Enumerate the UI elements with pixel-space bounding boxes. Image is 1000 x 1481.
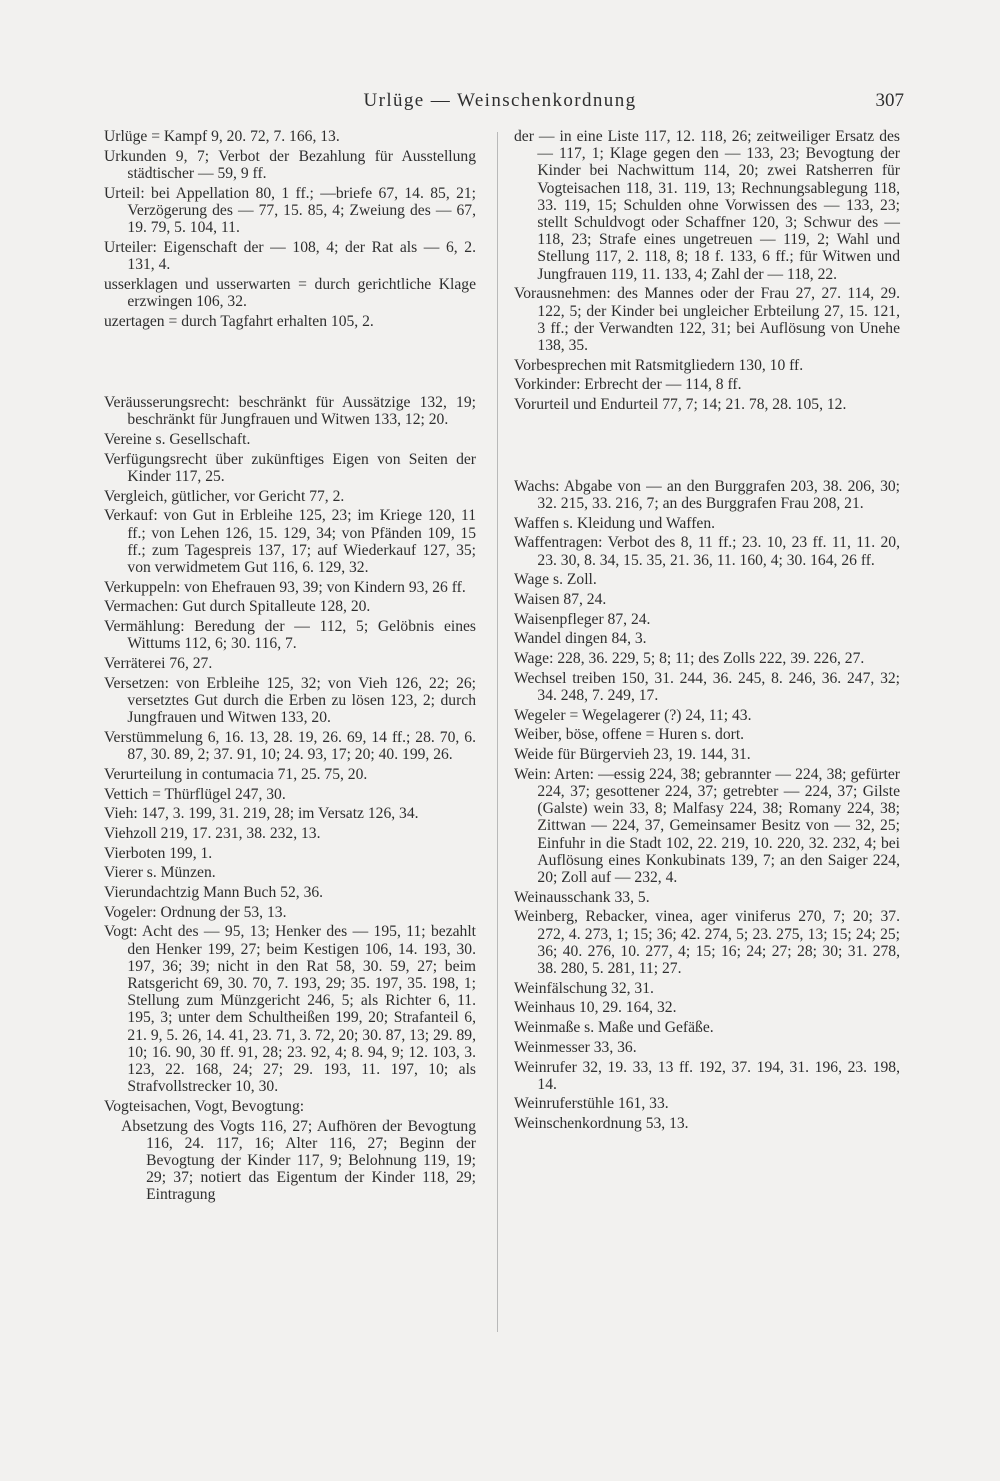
- index-entry: Viehzoll 219, 17. 231, 38. 232, 13.: [104, 824, 321, 842]
- index-entry: Weinruferstühle 161, 33.: [514, 1095, 669, 1113]
- right-entries-v: [514, 128, 900, 413]
- index-entry: Wechsel treiben 150, 31. 244, 36. 245, 8. 246, 36. 247, 32; 34. 248, 7. 249, 17.: [514, 669, 900, 704]
- column-divider: [497, 132, 498, 1332]
- index-entry: der — in eine Liste 117, 12. 118, 26; zeitweiliger Ersatz des — 117, 1; Klage gegen den — 133, 23; Bevogtung der Kinder bei Nachwittum 114, 20; zwei Ratsherren für Vogteisachen 118, 31. 119, 13; Rechnungsablegung 118, 33. 119, 15; Schulden ohne Vorwissen des — 133, 23; stellt Schuldvogt oder Schaffner 120, 3; Schwur des — 118, 23; Strafe eines ungetreuen — 119, 2; Wahl und Stellung 117, 2. 118, 8; 18 f. 133, 6 ff.; für Witwen und Jungfrauen 119, 11. 133, 4; Zahl der — 118, 22.: [514, 128, 900, 283]
- index-entry: Weinmesser 33, 36.: [514, 1038, 637, 1056]
- index-entry: Vierboten 199, 1.: [104, 844, 213, 862]
- index-entry: Urteiler: Eigenschaft der — 108, 4; der Rat als — 6, 2. 131, 4.: [104, 238, 476, 273]
- index-entry: Urteil: bei Appellation 80, 1 ff.; —briefe 67, 14. 85, 21; Verzögerung des — 77, 15. 85, 4; Zweiung des — 67, 19. 79, 5. 104, 11.: [104, 184, 476, 237]
- index-entry: Vorbesprechen mit Ratsmitgliedern 130, 10 ff.: [514, 356, 804, 374]
- index-entry: Vieh: 147, 3. 199, 31. 219, 28; im Versatz 126, 34.: [104, 805, 419, 823]
- left-entries-u: [104, 128, 476, 330]
- index-entry: Urkunden 9, 7; Verbot der Bezahlung für Ausstellung städtischer — 59, 9 ff.: [104, 147, 476, 182]
- index-entry: Vierer s. Münzen.: [104, 864, 216, 882]
- index-entry: Wandel dingen 84, 3.: [514, 630, 647, 648]
- index-entry: Weinschenkordnung 53, 13.: [514, 1115, 689, 1133]
- index-entry: Weinrufer 32, 19. 33, 13 ff. 192, 37. 194, 31. 196, 23. 198, 14.: [514, 1058, 900, 1093]
- index-entry: Vogteisachen, Vogt, Bevogtung:: [104, 1097, 305, 1115]
- index-entry: Verkuppeln: von Ehefrauen 93, 39; von Kindern 93, 26 ff.: [104, 578, 466, 596]
- index-entry: Versetzen: von Erbleihe 125, 32; von Vieh 126, 22; 26; versetztes Gut durch die Erben zu lösen 123, 2; durch Jungfrauen und Witwen 133, 20.: [104, 674, 476, 727]
- index-entry: Wachs: Abgabe von — an den Burggrafen 203, 38. 206, 30; 32. 215, 33. 216, 7; an des Burggrafen Frau 208, 21.: [514, 477, 900, 512]
- running-header-title: Urlüge — Weinschenkordnung: [363, 90, 637, 111]
- index-entry: Vogeler: Ordnung der 53, 13.: [104, 903, 287, 921]
- index-entry: Veräusserungsrecht: beschränkt für Aussätzige 132, 19; beschränkt für Jungfrauen und Witwen 133, 12; 20.: [104, 394, 476, 429]
- left-column: [104, 128, 476, 1206]
- index-entry: Waffen s. Kleidung und Waffen.: [514, 514, 716, 532]
- index-entry: Vettich = Thürflügel 247, 30.: [104, 785, 286, 803]
- index-entry: Weinberg, Rebacker, vinea, ager viniferus 270, 7; 20; 37. 272, 4. 273, 1; 15; 36; 42. 274, 5; 23. 275, 13; 15; 24; 25; 36; 40. 276, 10. 277, 4; 15; 16; 24; 27; 28; 30; 31. 278, 38. 280, 5. 281, 11; 27.: [514, 908, 900, 978]
- index-entry: Weiber, böse, offene = Huren s. dort.: [514, 726, 745, 744]
- index-entry: Vogt: Acht des — 95, 13; Henker des — 195, 11; bezahlt den Henker 199, 27; beim Kestigen 106, 14. 193, 30. 197, 36; 39; nicht in den Rat 58, 30. 59, 27; beim Ratsgericht 69, 30. 70, 7. 193, 29; 35. 197, 35. 198, 1; Stellung zum Münzgericht 246, 5; als Richter 6, 11. 195, 3; unter dem Schultheißen 199, 20; Strafanteil 6, 21. 9, 5. 26, 14. 41, 23. 71, 3. 72, 20; 30. 87, 13; 29. 89, 10; 16. 90, 30 ff. 91, 28; 23. 92, 4; 8. 94, 9; 12. 103, 3. 123, 22. 168, 24; 27; 29. 193, 11. 197, 10; als Strafvollstrecker 10, 30.: [104, 923, 476, 1096]
- index-entry: Verstümmelung 6, 16. 13, 28. 19, 26. 69, 14 ff.; 28. 70, 6. 87, 30. 89, 2; 37. 91, 10; 24. 93, 17; 20; 40. 199, 26.: [104, 728, 476, 764]
- index-entry: Vorausnehmen: des Mannes oder der Frau 27, 27. 114, 29. 122, 5; der Kinder bei ungleicher Erbteilung 27, 15. 121, 3 ff.; der Verwandten 122, 31; bei Auflösung von Unehe 138, 35.: [514, 285, 900, 354]
- index-entry: Weinmaße s. Maße und Gefäße.: [514, 1019, 714, 1037]
- index-entry: Wage s. Zoll.: [514, 571, 597, 589]
- index-entry: Vermählung: Beredung der — 112, 5; Gelöbnis eines Wittums 112, 6; 30. 116, 7.: [104, 618, 476, 653]
- index-entry: Verkauf: von Gut in Erbleihe 125, 23; im Kriege 120, 11 ff.; von Lehen 126, 15. 129, 34; von Pfänden 109, 15 ff.; zum Tagespreis 137, 17; auf Wiederkauf 127, 35; von verwidmetem Gut 116, 6. 129, 32.: [104, 507, 476, 577]
- page-number: 307: [875, 90, 904, 111]
- index-entry: Vermachen: Gut durch Spitalleute 128, 20.: [104, 598, 371, 616]
- index-entry: usserklagen und usserwarten = durch gerichtliche Klage erzwingen 106, 32.: [104, 275, 476, 310]
- index-entry: uzertagen = durch Tagfahrt erhalten 105, 2.: [104, 312, 374, 330]
- left-entries-v: [104, 394, 476, 1115]
- index-entry: Vergleich, gütlicher, vor Gericht 77, 2.: [104, 487, 345, 505]
- index-entry: Verurteilung in contumacia 71, 25. 75, 20.: [104, 765, 368, 783]
- index-entry: Verräterei 76, 27.: [104, 655, 213, 673]
- section-gap: [104, 332, 476, 394]
- index-entry: Weinhaus 10, 29. 164, 32.: [514, 999, 677, 1017]
- right-column: [514, 128, 900, 1135]
- index-entry: Weide für Bürgervieh 23, 19. 144, 31.: [514, 746, 751, 764]
- index-entry: Waffentragen: Verbot des 8, 11 ff.; 23. 10, 23 ff. 11, 11. 20, 23. 30, 8. 34, 15. 35, 21. 36, 11. 160, 4; 30. 164, 26 ff.: [514, 534, 900, 569]
- index-entry: Waisenpfleger 87, 24.: [514, 610, 651, 628]
- index-entry: Urlüge = Kampf 9, 20. 72, 7. 166, 13.: [104, 128, 340, 145]
- index-entry: Vierundachtzig Mann Buch 52, 36.: [104, 884, 324, 902]
- index-entry: Weinfälschung 32, 31.: [514, 979, 654, 997]
- sub-entry: Absetzung des Vogts 116, 27; Aufhören der Bevogtung 116, 24. 117, 16; Alter 116, 27; Beginn der Bevogtung der Kinder 117, 9; Belohnung 119, 19; 29; 37; notiert das Eigentum der Kinder 118, 29; Eintragung: [121, 1117, 476, 1204]
- index-entry: Vorkinder: Erbrecht der — 114, 8 ff.: [514, 376, 742, 394]
- index-entry: Vereine s. Gesellschaft.: [104, 431, 251, 449]
- index-entry: Weinausschank 33, 5.: [514, 888, 650, 906]
- right-entries-w: [514, 478, 900, 1133]
- index-entry: Wegeler = Wegelagerer (?) 24, 11; 43.: [514, 706, 752, 724]
- index-entry: Wein: Arten: —essig 224, 38; gebrannter — 224, 38; gefürter 224, 37; gesottener 224, 37; getrebter — 224, 37; Gilste (Galste) wein 33, 8; Malfasy 224, 38; Romany 224, 38; Zittwan — 224, 37, Gemeinsamer Besitz von — 32, 25; Einfuhr in die Stadt 102, 22. 219, 10. 220, 32. 232, 4; bei Auflösung eines Konkubinats 139, 7; an den Saiger 224, 20; Zoll auf — 232, 4.: [514, 765, 900, 887]
- index-entry: Vorurteil und Endurteil 77, 7; 14; 21. 78, 28. 105, 12.: [514, 396, 847, 414]
- index-entry: Verfügungsrecht über zukünftiges Eigen von Seiten der Kinder 117, 25.: [104, 450, 476, 486]
- index-entry: Waisen 87, 24.: [514, 590, 607, 608]
- index-entry: Wage: 228, 36. 229, 5; 8; 11; des Zolls 222, 39. 226, 27.: [514, 650, 865, 668]
- section-gap: [514, 416, 900, 478]
